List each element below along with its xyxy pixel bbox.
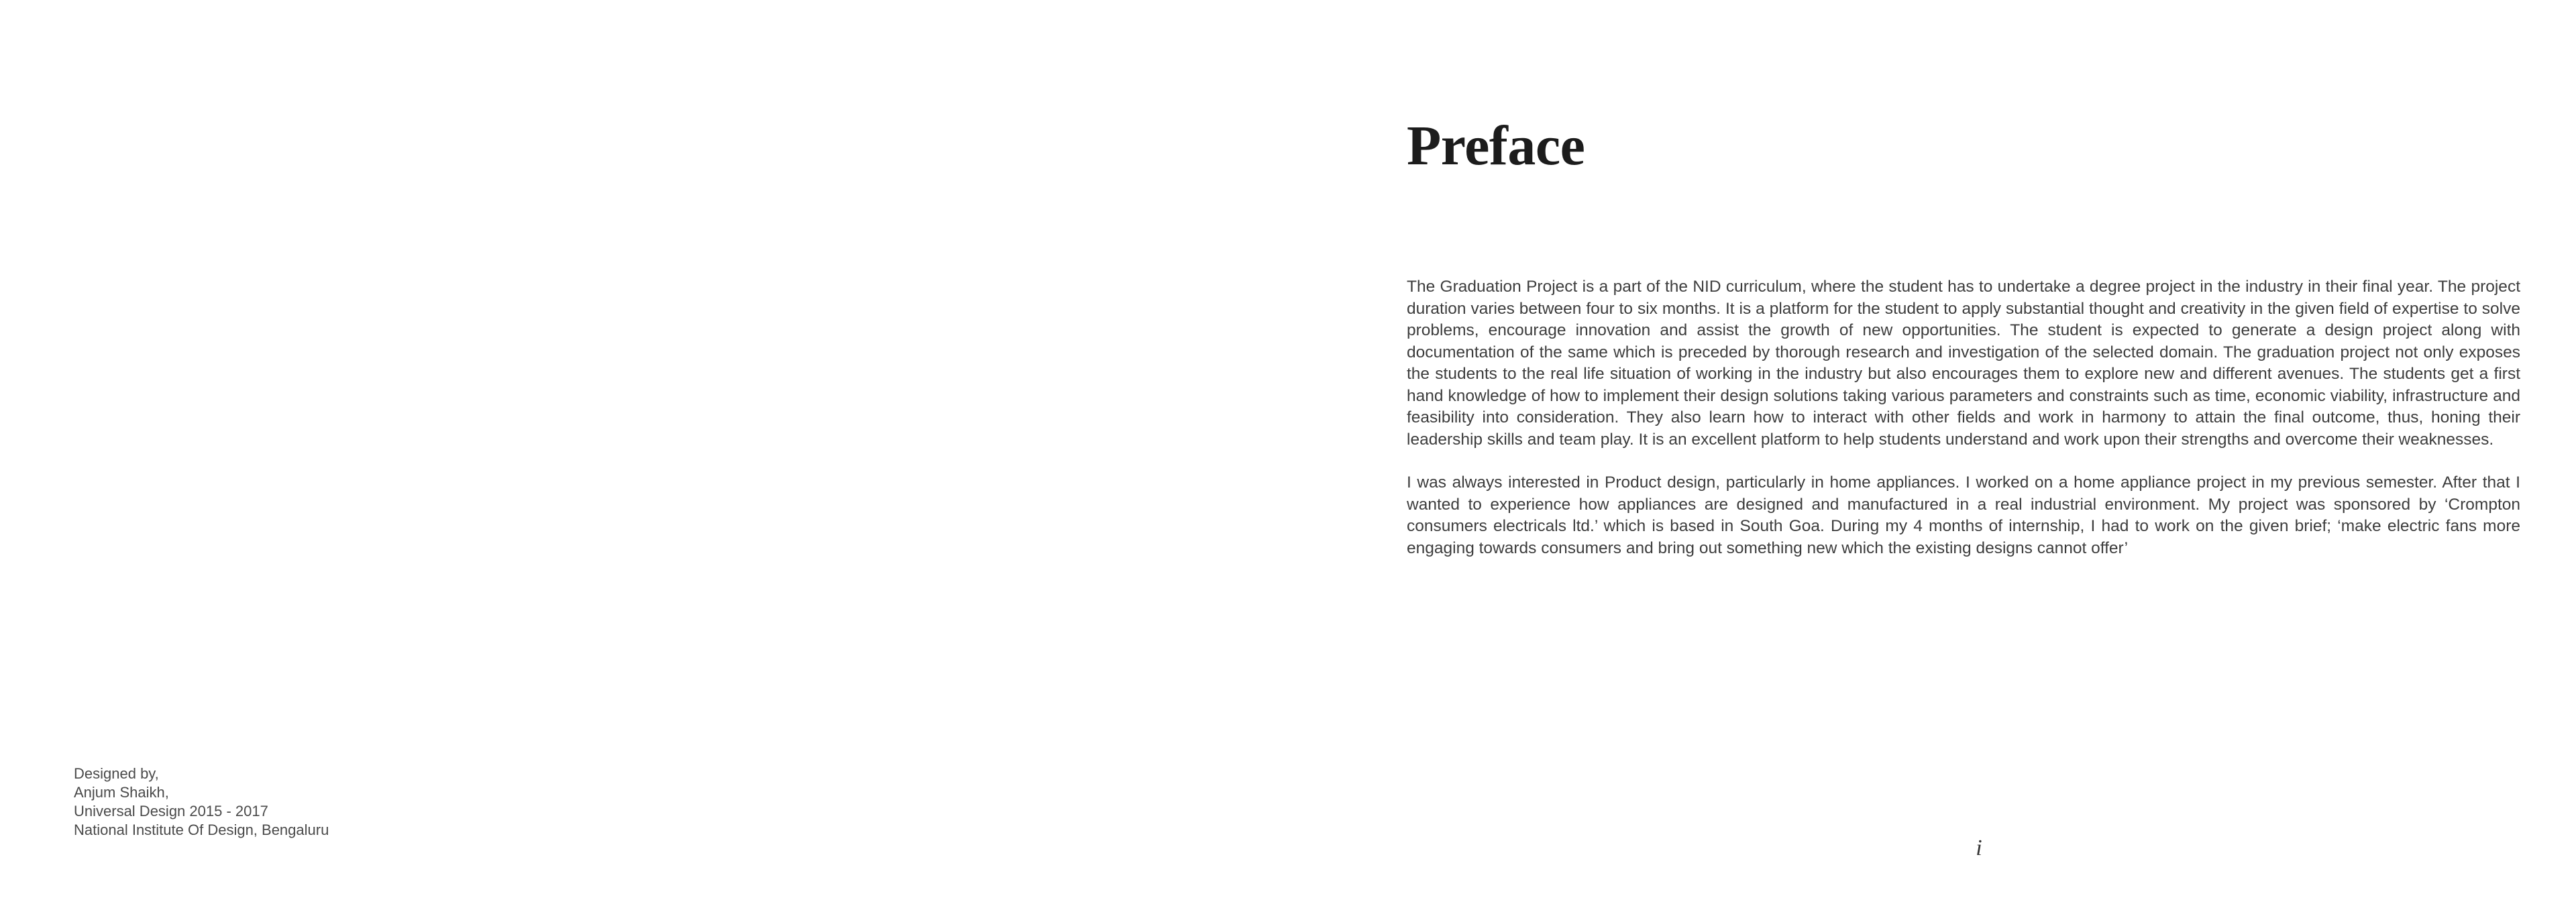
right-page: [1288, 0, 2576, 910]
page-number: i: [1976, 836, 1982, 860]
page-title: Preface: [1407, 115, 1585, 177]
preface-body: [1407, 276, 2520, 581]
credits-line-institute: National Institute Of Design, Bengaluru: [74, 821, 329, 838]
designer-credits: [74, 764, 329, 840]
preface-paragraph-2: I was always interested in Product design, particularly in home appliances. I worked on a home appliance project in my previous semester. After that I wanted to experience how appliances are designed and manufactured in a real industrial environment. My project was sponsored by ‘Crompton consumers electricals ltd.’ which is based in South Goa. During my 4 months of internship, I had to work on the given brief; ‘make electric fans more engaging towards consumers and bring out something new which the existing designs cannot offer’: [1407, 473, 2520, 557]
preface-paragraph-1: The Graduation Project is a part of the NID curriculum, where the student has to undertake a degree project in the industry in their final year. The project duration varies between four to six months. It is a platform for the student to apply substantial thought and creativity in the given field of expertise to solve problems, encourage innovation and assist the growth of new opportunities. The student is expected to generate a design project along with documentation of the same which is preceded by thorough research and investigation of the selected domain. The graduation project not only exposes the students to the real life situation of working in the industry but also encourages them to explore new and different avenues. The students get a first hand knowledge of how to implement their design solutions taking various parameters and constraints such as time, economic viability, infrastructure and feasibility into consideration. They also learn how to interact with other fields and work in harmony to attain the final outcome, thus, honing their leadership skills and team play. It is an excellent platform to help students understand and work upon their strengths and overcome their weaknesses.: [1407, 278, 2520, 449]
credits-line-program: Universal Design 2015 - 2017: [74, 803, 268, 819]
credits-line-designed-by: Designed by,: [74, 765, 159, 782]
credits-line-author: Anjum Shaikh,: [74, 784, 169, 801]
